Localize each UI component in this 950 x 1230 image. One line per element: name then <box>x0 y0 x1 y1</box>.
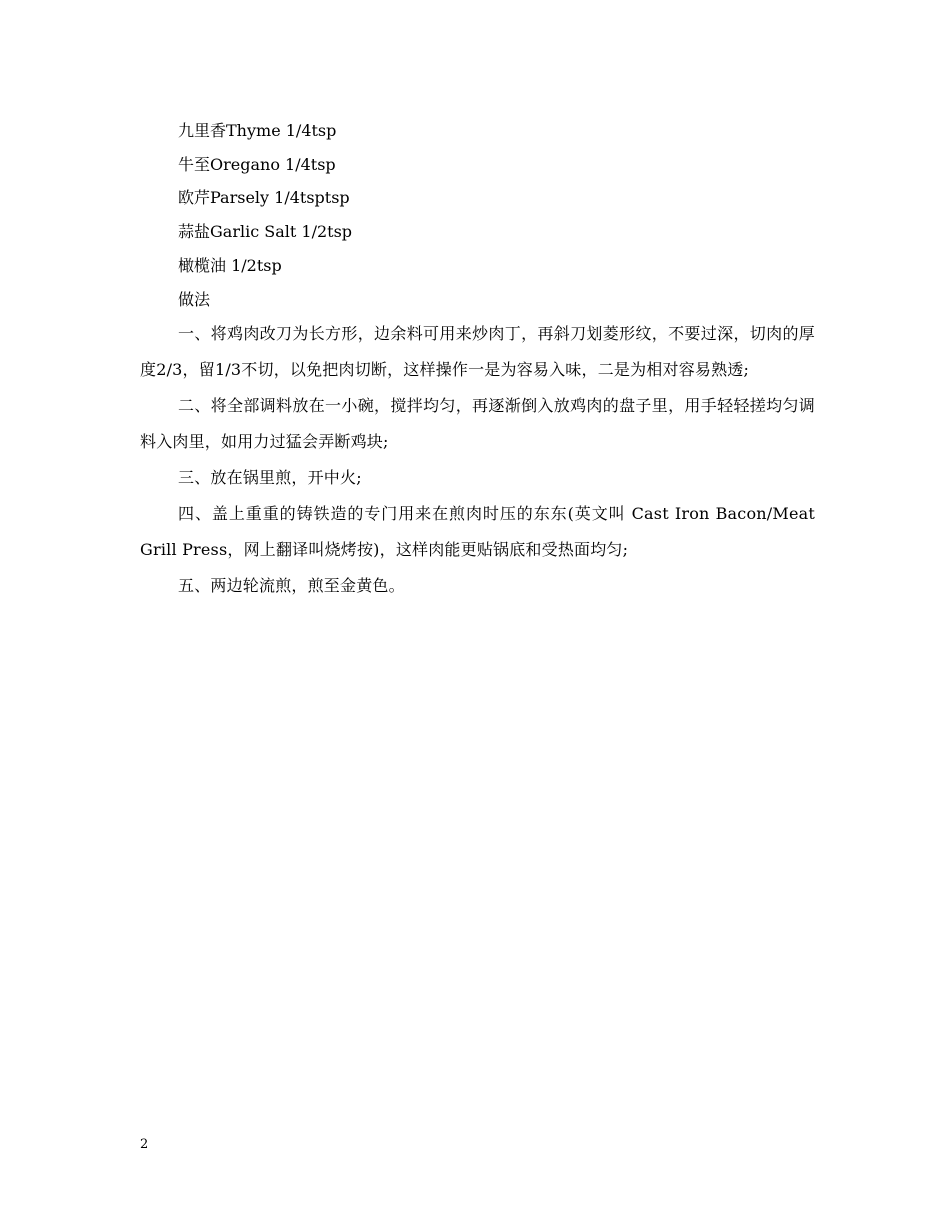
ingredient-line: 九里香Thyme 1/4tsp <box>178 121 337 140</box>
method-step: 四、盖上重重的铸铁造的专门用来在煎肉时压的东东(英文叫 Cast Iron Bacon/Meat Grill Press，网上翻译叫烧烤按)，这样肉能更贴锅底和受热面均匀; <box>140 504 815 560</box>
method-step: 一、将鸡肉改刀为长方形，边余料可用来炒肉丁，再斜刀划菱形纹，不要过深，切肉的厚度2/3，留1/3不切，以免把肉切断，这样操作一是为容易入味，二是为相对容易熟透; <box>140 324 815 380</box>
page-number: 2 <box>140 1137 149 1152</box>
ingredient-line: 欧芹Parsely 1/4tsptsp <box>178 188 350 208</box>
recipe-content <box>140 114 815 604</box>
method-step: 二、将全部调料放在一小碗，搅拌均匀，再逐渐倒入放鸡肉的盘子里，用手轻轻搓均匀调料入肉里，如用力过猛会弄断鸡块; <box>140 396 815 452</box>
method-step: 三、放在锅里煎，开中火; <box>178 468 362 488</box>
method-step: 五、两边轮流煎，煎至金黄色。 <box>178 576 405 596</box>
ingredient-line: 牛至Oregano 1/4tsp <box>178 154 336 174</box>
method-heading: 做法 <box>178 289 211 309</box>
ingredient-line: 橄榄油 1/2tsp <box>178 255 282 275</box>
ingredient-line: 蒜盐Garlic Salt 1/2tsp <box>178 222 353 242</box>
